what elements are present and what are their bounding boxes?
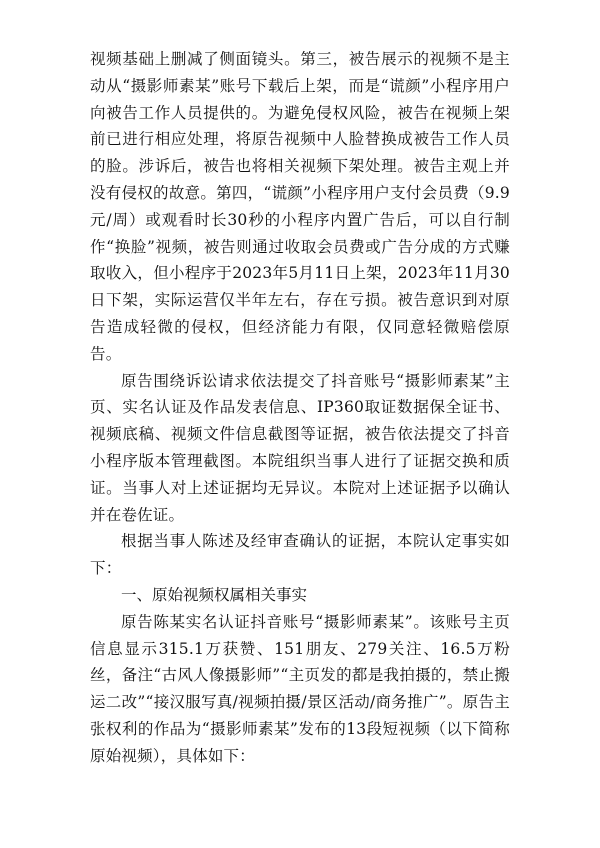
paragraph-facts-intro: 根据当事人陈述及经审查确认的证据，本院认定事实如下： bbox=[90, 532, 510, 578]
paragraph-account-info: 原告陈某实名认证抖音账号“摄影师素某”。该账号主页信息显示315.1万获赞、151朋友、279关注、16.5万粉丝，备注“古风人像摄影师”“主页发的都是我拍摄的，禁止搬运二改”“接汉服写真/视频拍摄/景区活动/商务推广”。原告主张权利的作品为“摄影师素某”发布的13段短视频（以下简称原始视频），具体如下： bbox=[90, 612, 510, 765]
paragraph-evidence: 原告围绕诉讼请求依法提交了抖音账号“摄影师素某”主页、实名认证及作品发表信息、IP360取证数据保全证书、视频底稿、视频文件信息截图等证据，被告依法提交了抖音小程序版本管理截图。本院组织当事人进行了证据交换和质证。当事人对上述证据均无异议。本院对上述证据予以确认并在卷佐证。 bbox=[90, 371, 510, 524]
section-heading: 一、原始视频权属相关事实 bbox=[121, 585, 308, 604]
paragraph-defendant-argument: 视频基础上删减了侧面镜头。第三，被告展示的视频不是主动从“摄影师素某”账号下载后上架，而是“谎颜”小程序用户向被告工作人员提供的。为避免侵权风险，被告在视频上架前已进行相应处理，将原告视频中人脸替换成被告工作人员的脸。涉诉后，被告也将相关视频下架处理。被告主观上并没有侵权的故意。第四，“谎颜”小程序用户支付会员费（9.9元/周）或观看时长30秒的小程序内置广告后，可以自行制作“换脸”视频，被告则通过收取会员费或广告分成的方式赚取收入，但小程序于2023年5月11日上架，2023年11月30日下架，实际运营仅半年左右，存在亏损。被告意识到对原告造成轻微的侵权，但经济能力有限，仅同意轻微赔偿原告。 bbox=[90, 50, 510, 363]
